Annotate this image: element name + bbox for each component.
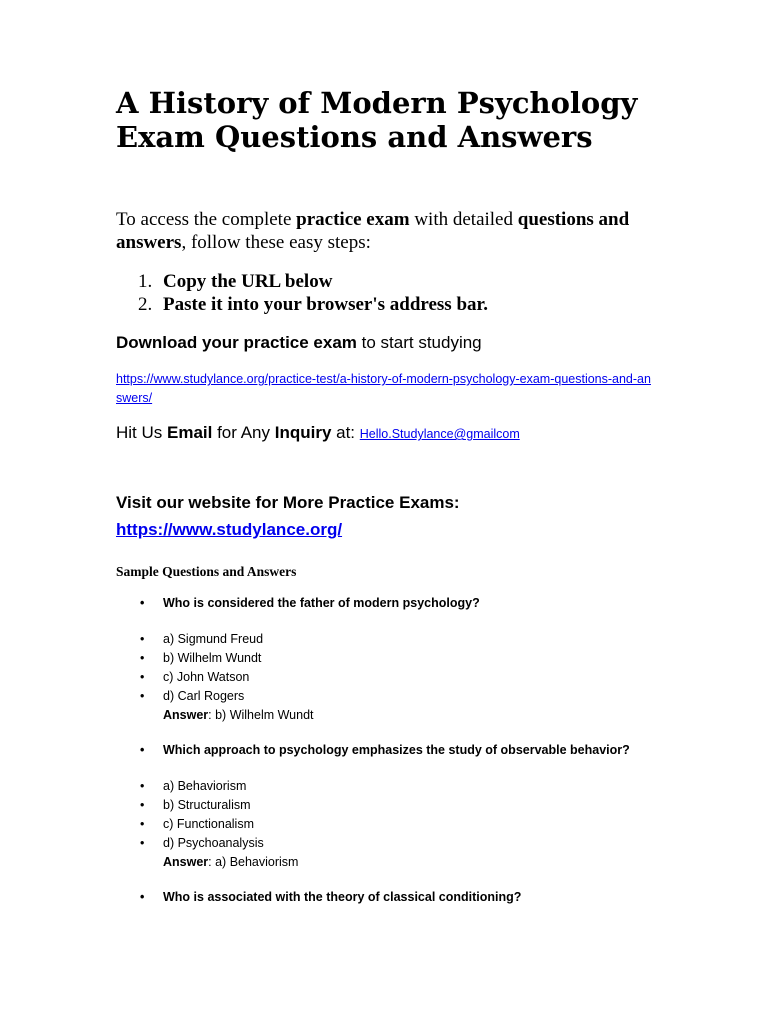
question-label: Who is considered the father of modern psychology? [163,596,480,610]
download-line [116,332,482,354]
bullet-icon: • [140,670,145,684]
answer-value: : b) Wilhelm Wundt [208,708,314,722]
step-item [116,270,488,293]
website-link[interactable]: https://www.studylance.org/ [116,520,343,539]
option-label: d) Carl Rogers [163,689,245,703]
exam-url-link[interactable]: https://www.studylance.org/practice-test/a-history-of-modern-psychology-exam-questions-and-answers/ [116,372,651,405]
question-text [116,741,656,760]
answer-line [116,706,656,725]
step-number: 2. [138,294,153,315]
steps-list [116,270,488,316]
bullet-icon: • [140,596,145,610]
step-text: Paste it into your browser's address bar. [163,294,488,315]
option-item [116,687,656,706]
option-item [116,668,656,687]
intro-text: with detailed [409,209,518,230]
bullet-icon: • [140,689,145,703]
option-label: a) Behaviorism [163,779,247,793]
intro-bold-questions-answers: questions and answers [116,209,630,253]
intro-text: , follow these easy steps: [181,232,371,253]
question-block [116,594,656,725]
document-title: A History of Modern Psychology Exam Questions and Answers [116,86,638,154]
option-label: b) Wilhelm Wundt [163,651,262,665]
option-label: d) Psychoanalysis [163,836,264,850]
answer-value: : a) Behaviorism [208,855,299,869]
bullet-icon: • [140,632,145,646]
inquiry-line [116,422,520,445]
intro-paragraph [116,208,646,254]
intro-text: To access the complete [116,209,297,230]
question-text [116,888,656,907]
option-item [116,649,656,668]
option-item [116,796,656,815]
inquiry-text: at: [331,423,360,442]
inquiry-bold-email: Email [167,423,213,442]
bullet-icon: • [140,890,145,904]
option-label: a) Sigmund Freud [163,632,264,646]
bullet-icon: • [140,779,145,793]
bullet-icon: • [140,743,145,757]
inquiry-text: for Any [212,423,275,442]
question-label: Which approach to psychology emphasizes the study of observable behavior? [163,743,630,757]
step-number: 1. [138,271,153,292]
question-block [116,888,656,907]
download-bold: Download your practice exam [116,333,357,352]
option-item [116,815,656,834]
sample-questions-heading: Sample Questions and Answers [116,564,297,579]
question-label: Who is associated with the theory of classical conditioning? [163,890,522,904]
option-label: c) Functionalism [163,817,254,831]
visit-website-text: Visit our website for More Practice Exams: [116,493,460,512]
bullet-icon: • [140,651,145,665]
intro-bold-practice-exam: practice exam [296,209,410,230]
option-label: b) Structuralism [163,798,251,812]
step-text: Copy the URL below [163,271,333,292]
inquiry-bold-inquiry: Inquiry [274,423,332,442]
download-text: to start studying [356,333,482,352]
step-item [116,293,488,316]
answer-line [116,853,656,872]
answer-label: Answer [163,855,209,869]
option-item [116,630,656,649]
bullet-icon: • [140,798,145,812]
question-block [116,741,656,872]
question-text [116,594,656,613]
option-item [116,834,656,853]
options-list [116,630,656,725]
option-label: c) John Watson [163,670,250,684]
bullet-icon: • [140,817,145,831]
option-item [116,777,656,796]
options-list [116,777,656,872]
bullet-icon: • [140,836,145,850]
email-link[interactable]: Hello.Studylance@gmailcom [359,427,520,441]
answer-label: Answer [163,708,209,722]
inquiry-text: Hit Us [116,423,167,442]
